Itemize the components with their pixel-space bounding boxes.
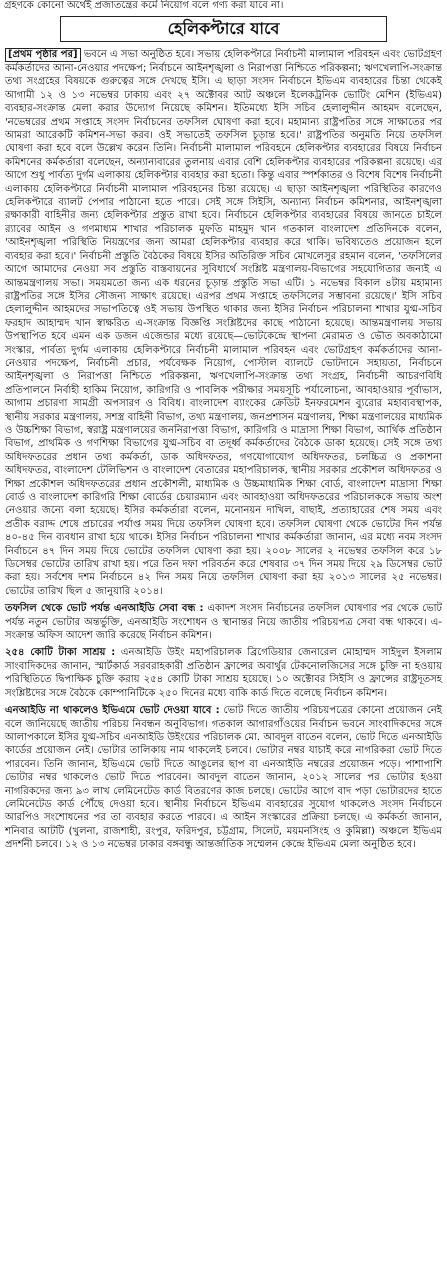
article-paragraph	[5, 602, 442, 642]
article-body	[0, 48, 447, 1248]
article-headline: হেলিকপ্টারে যাবে	[60, 16, 387, 42]
paragraph-text: একাদশ সংসদ নির্বাচনের তফসিল ঘোষণার পর থেকে ভোট পর্যন্ত নতুন ভোটার অন্তর্ভুক্তি, এনআইডি সংশোধন ও স্থানান্তর নিয়ে জাতীয় পরিচয়পত্র সেবা বন্ধ থাকবে। এ-সংক্রান্ত অফিস আদেশ জারি করেছে নির্বাচন কমিশন।	[5, 603, 442, 642]
continuation-tag-label: প্রথম পৃষ্ঠার পর	[12, 49, 74, 60]
paragraph-subhead: এনআইডি না থাকলেও ইভিএমে ভোট দেওয়া যাবে :	[5, 705, 220, 717]
article-paragraph	[5, 646, 442, 700]
continuation-tag: [প্রথম পৃষ্ঠার পর]	[5, 48, 81, 62]
article-paragraph	[5, 704, 442, 851]
previous-article-tail: গ্রহণকে কোনো অর্থেই প্রজাতন্ত্রের কর্মে নিয়োগ বলে গণ্য করা যাবে না।	[4, 0, 284, 11]
paragraph-text: এনআইডি উইং মহাপরিচালক ব্রিগেডিয়ার জেনারেল মোহাম্মদ সাইদুল ইসলাম সাংবাদিকদের জানান, স্মার্টকার্ড সরবরাহকারী প্রতিষ্ঠান ফ্রান্সের অবার্থুর টেকনোলজিসের সঙ্গে চুক্তি না হওয়ায় পরিস্থিতিতে দ্বিপাক্ষিক চুক্তি করায় ২৫৪ কোটি টাকা সাশ্রয় হয়েছে। ১০ অক্টোবর সিইসি ও ফ্রান্সের রাষ্ট্রদূতসহ সংশ্লিষ্টদের সঙ্গে বৈঠকে কোম্পানিটিকে ২৫০ দিনের মধ্যে বাকি কার্ড দিতে বলেছে নির্বাচন কমিশন।	[5, 647, 442, 699]
article-paragraph	[5, 48, 442, 598]
paragraph-subhead: ২৫৪ কোটি টাকা সাশ্রয় :	[5, 647, 116, 659]
paragraph-text: ভবনে এ সভা অনুষ্ঠিত হবে। সভায় হেলিকপ্টারে নির্বাচনী মালামাল পরিবহন এবং ভোটগ্রহণ কর্মকর্তাদের আনা-নেওয়ার পদক্ষেপ; নির্বাচনে আইনশৃঙ্খলা ও নিরাপত্তা নিশ্চিতে পরিকল্পনা; ঋণখেলাপি-সংক্রান্ত তথ্য সংগ্রহের বিষয়কে গুরুত্বের সঙ্গে দেখছে ইসি। এ ছাড়া সংসদ নির্বাচনে ইভিএম ব্যবহারের চিন্তা থেকেই আগামী ১২ ও ১৩ নভেম্বর ঢাকায় এবং ২৭ অক্টোবর আট অঞ্চলে ইলেকট্রনিক ভোটিং মেশিন (ইভিএম) ব্যবহার-সংক্রান্ত মেলা করার উদ্যোগ নিয়েছে কমিশন। ইতিমধ্যে ইসি সচিব হেলালুদ্দীন আহমদ বলেছেন, 'নভেম্বরের প্রথম সপ্তাহে সংসদ নির্বাচনের তফসিল ঘোষণা করা হবে। মহামান্য রাষ্ট্রপতির সঙ্গে সাক্ষাতের পর আমরা আরেকটি কমিশন-সভা করব। ওই সভাতেই তফসিল চূড়ান্ত হবে।' রাষ্ট্রপতির অনুমতি নিয়ে তফসিল ঘোষণা করা হবে বলে উল্লেখ করেন তিনি। নির্বাচনী মালামাল পরিবহনে হেলিকপ্টার ব্যবহারের বিষয়ে নির্বাচন কমিশনের কর্মকর্তারা বলেছেন, অন্যান্যবারের তুলনায় এবার বেশি হেলিকপ্টার ব্যবহারের পরিকল্পনা রয়েছে। এর আগে শুধু পার্বত্য দুর্গম এলাকায় হেলিকপ্টার ব্যবহার করা হতো। কিন্তু এবার স্পর্শকাতর ও বিশেষ বিশেষ নির্বাচনী এলাকায় হেলিকপ্টারে নির্বাচনী মালামাল পরিবহনের চিন্তা রয়েছে। এ ছাড়া আইনশৃঙ্খলা পরিস্থিতির কারণেও হেলিকপ্টারে ব্যালট পেপার পাঠানো হতে পারে। সেই সঙ্গে সিইসি, অন্যান্য নির্বাচন কমিশনার, আইনশৃঙ্খলা রক্ষাকারী বাহিনীর জন্য হেলিকপ্টার প্রস্তুত রাখা হবে। নির্বাচনে হেলিকপ্টার ব্যবহারের বিষয়ে জানতে চাইলে র‍্যাবের আইন ও গণমাধ্যম শাখার পরিচালক মুফতি মাহমুদ খান গতকাল বাংলাদেশ প্রতিদিনকে বলেন, 'আইনশৃঙ্খলা পরিস্থিতি নিয়ন্ত্রণের জন্য আমরা হেলিকপ্টার ব্যবহার করে থাকি। ভবিষ্যতেও প্রয়োজন হলে ব্যবহার করা হবে।' নির্বাচনী প্রস্তুতি বৈঠকের বিষয়ে ইসির অতিরিক্ত সচিব মোখলেসুর রহমান বলেন, 'তফসিলের আগে আমাদের নেওয়া সব প্রস্তুতি বাস্তবায়নের সুবিধার্থে সংশ্লিষ্ট মন্ত্রণালয়-বিভাগের সহযোগিতার জন্যই এ আন্তমন্ত্রণালয় সভা। সময়মতো জন্য এক ধরনের চূড়ান্ত প্রস্তুতি সভা এটি। ১ নভেম্বর বিকাল ৪টায় মহামান্য রাষ্ট্রপতির সঙ্গে ইসির সৌজন্য সাক্ষাৎ রয়েছে। এরপর প্রথম সপ্তাহে তফসিলের সম্ভাবনা রয়েছে।' ইসি সচিব হেলালুদ্দীন আহমদের সভাপতিত্বে ওই সভায় উপস্থিত থাকার জন্য ইসির নির্বাচন পরিচালনা শাখার যুগ্ম-সচিব ফরহাদ আহাম্মদ খান স্বাক্ষরিত এ-সংক্রান্ত বিজ্ঞপ্তি সংশ্লিষ্টদের কাছে পাঠানো হয়েছে। আন্তমন্ত্রণালয় সভায় উপস্থাপিত হবে এমন এক ডজন এজেন্ডার মধ্যে রয়েছে—ভোটকেন্দ্রে স্থাপনা মেরামত ও ভৌত অবকাঠামো সংস্কার, পার্বত্য দুর্গম এলাকায় হেলিকপ্টারে নির্বাচনী মালামাল পরিবহন এবং ভোটগ্রহণ কর্মকর্তাদের আনা-নেওয়ার পদক্ষেপ, নির্বাচনী প্রচার, পর্যবেক্ষক নিয়োগ, পোস্টাল ব্যালটে ভোটদানে সহায়তা, নির্বাচনে আইনশৃঙ্খলা ও নিরাপত্তা নিশ্চিতে পরিকল্পনা, ঋণখেলাপি-সংক্রান্ত তথ্য সংগ্রহ, নির্বাচনী আচরণবিধি প্রতিপালনে নির্বাহী হাকিম নিয়োগ, কারিগরি ও পাবলিক পরীক্ষার সময়সূচি পর্যালোচনা, আবহাওয়ার পূর্বাভাস, আগাম প্রচারণা সামগ্রী অপসারণ ও বিবিধ। বাংলাদেশ ব্যাংকের ক্রেডিট ইনফরমেশন ব্যুরোর মহাব্যবস্থাপক, স্থানীয় সরকার মন্ত্রণালয়, সশস্ত্র বাহিনী বিভাগ, তথ্য মন্ত্রণালয়, জনপ্রশাসন মন্ত্রণালয়, শিক্ষা মন্ত্রণালয়ের মাধ্যমিক ও উচ্চশিক্ষা বিভাগ, স্বরাষ্ট্র মন্ত্রণালয়ের জননিরাপত্তা বিভাগ, কারিগরি ও মাদ্রাসা শিক্ষা বিভাগ, আর্থিক প্রতিষ্ঠান বিভাগ, প্রাথমিক ও গণশিক্ষা বিভাগের যুগ্ম-সচিব বা তদূর্ধ্ব কর্মকর্তাদের বৈঠকে ডাকা হয়েছে। সেই সঙ্গে তথ্য অধিদফতরের প্রধান তথ্য কর্মকর্তা, ডাক অধিদফতর, গণযোগাযোগ অধিদফতর, চলচ্চিত্র ও প্রকাশনা অধিদফতর, বাংলাদেশ টেলিভিশন ও বাংলাদেশ বেতারের মহাপরিচালক, স্থানীয় সরকার প্রকৌশল অধিদফতর ও শিক্ষা প্রকৌশল অধিদফতরের প্রধান প্রকৌশলী, মাধ্যমিক ও উচ্চমাধ্যমিক শিক্ষা বোর্ড, বাংলাদেশ মাদ্রাসা শিক্ষা বোর্ড ও বাংলাদেশ কারিগরি শিক্ষা বোর্ডের চেয়ারম্যান এবং আবহাওয়া অধিদফতরের পরিচালককে সভায় অংশ নেওয়ার জন্যে বলা হয়েছে। ইসির কর্মকর্তারা বলেন, মনোনয়ন দাখিল, বাছাই, প্রত্যাহারের শেষ সময় এবং প্রতীক বরাদ্দ শেষে প্রচারের পর্যাপ্ত সময় দিয়ে তফসিল ঘোষণা হবে। তফসিল ঘোষণা থেকে ভোটের দিন পর্যন্ত ৪০-৪৫ দিন ব্যবধান রাখা হয়ে থাকে। ইসির নির্বাচন পরিচালনা শাখার কর্মকর্তারা জানান, এর মধ্যে নবম সংসদ নির্বাচনে ৪৭ দিন সময় দিয়ে ভোটের তফসিল ঘোষণা করা হয়। ২০০৮ সালের ২ নভেম্বর তফসিল করে ১৮ ডিসেম্বর ভোটের তারিখ রাখা হয়। পরে তিন দফা পরিবর্তন করে শেষবার ৩৭ দিন সময় দিয়ে ২৯ ডিসেম্বর ভোট করা হয়। সর্বশেষ দশম নির্বাচনে ৪২ দিন সময় নিয়ে তফসিল ঘোষণা করা হয় ২০১৩ সালের ২৫ নভেম্বর। ভোটের তারিখ ছিল ৫ জানুয়ারি ২০১৪।	[5, 49, 442, 597]
paragraph-text: ভোট দিতে জাতীয় পরিচয়পত্রের কোনো প্রয়োজন নেই বলে জানিয়েছে জাতীয় পরিচয় নিবন্ধন অনুবিভাগ। গতকাল আগারগাঁওয়ের নির্বাচন ভবনে সাংবাদিকদের সঙ্গে আলাপকালে ইসির যুগ্ম-সচিব এনআইডি উইংয়ের পরিচালক মো. আবদুল বাতেন বলেন, ভোট দিতে এনআইডি কার্ডের প্রয়োজন নেই। ভোটার তালিকায় নাম থাকলেই চলবে। ভোটার নম্বর যাচাই করে নাগরিকরা ভোট দিতে পারবেন। তিনি জানান, ইভিএমে ভোট দিতে আঙুলের ছাপ বা এনআইডি নম্বরের প্রয়োজন পড়ে। পাশাপাশি ভোটার নম্বর থাকলেও ভোট দিতে পারবেন। আবদুল বাতেন জানান, ২০১২ সালের পর ভোটার হওয়া নাগরিকদের জন্য ৯৩ লাখ লেমিনেটেড কার্ড বিতরণের কাজ চলছে। ভোটের আগে বাদ পড়া ভোটারদের হাতে লেমিনেটেড কার্ড পৌঁছে দেওয়া হবে। স্থানীয় নির্বাচনে ইভিএম ব্যবহারের সুযোগ থাকলেও সংসদ নির্বাচনে আরপিও সংশোধনের পর তা ব্যবহার করতে পারবে। এ আইন সংস্কারের প্রক্রিয়া চলছে। এ কর্মকর্তা জানান, শনিবার আটটি (খুলনা, রাজশাহী, রংপুর, ফরিদপুর, চট্টগ্রাম, সিলেট, ময়মনসিংহ ও কুমিল্লা) অঞ্চলে ইভিএম প্রদর্শনী চলবে। ১২ ও ১৩ নভেম্বর ঢাকার বঙ্গবন্ধু আন্তর্জাতিক সম্মেলন কেন্দ্রে ইভিএম মেলা অনুষ্ঠিত হবে।	[5, 705, 443, 851]
paragraph-subhead: তফসিল থেকে ভোট পর্যন্ত এনআইডি সেবা বন্ধ :	[5, 603, 204, 615]
